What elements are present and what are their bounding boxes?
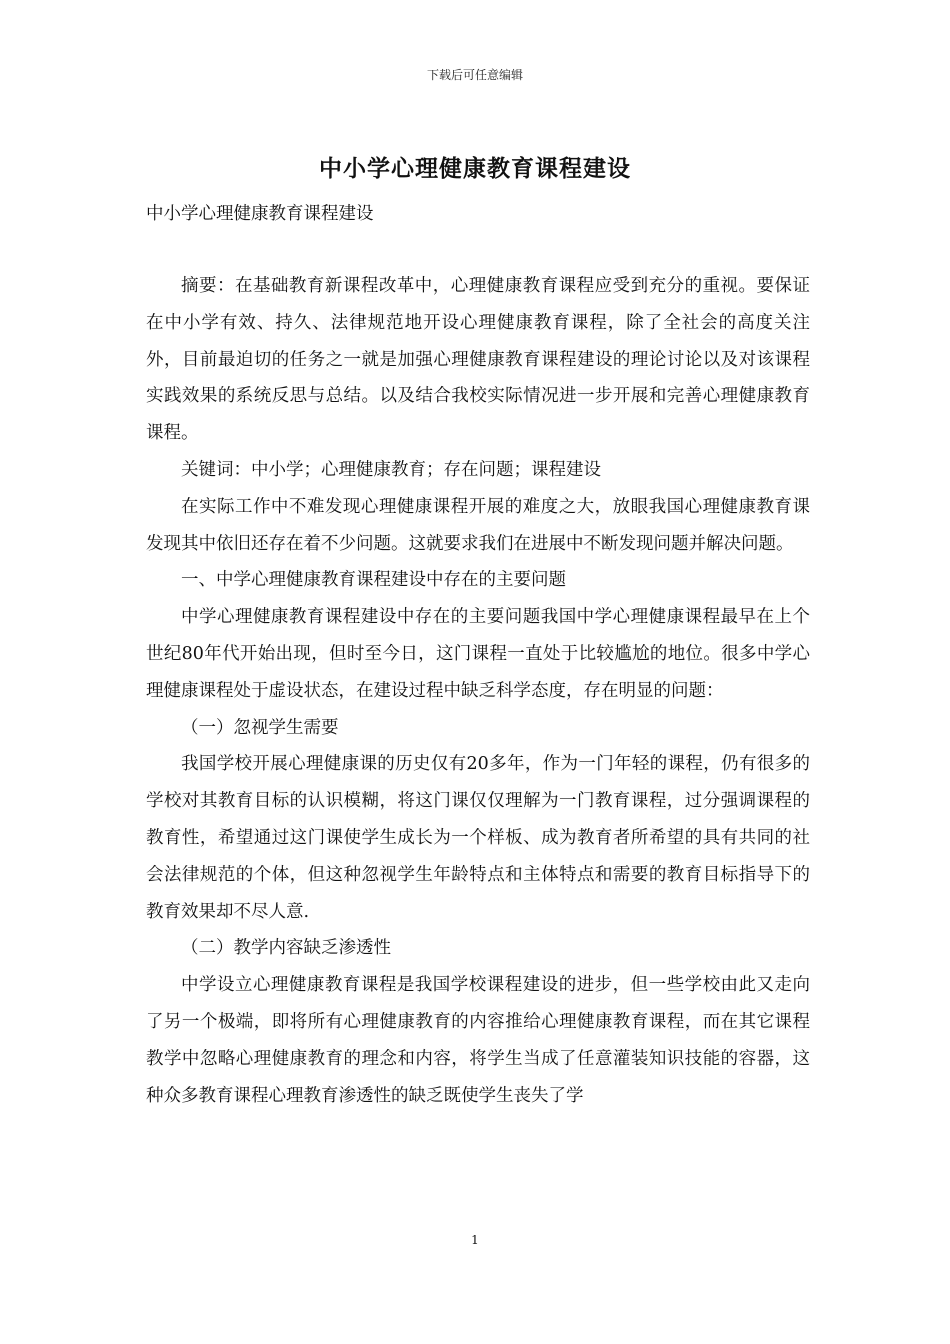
page-number: 1: [471, 1233, 479, 1247]
subsection-heading-2: （二）教学内容缺乏渗透性: [181, 938, 391, 959]
section-heading-1: 一、中学心理健康教育课程建设中存在的主要问题: [181, 570, 566, 591]
intro-paragraph: 在实际工作中不难发现心理健康课程开展的难度之大，放眼我国心理健康教育课发现其中依旧还存在着不少问题。这就要求我们在进展中不断发现问题并解决问题。: [146, 496, 810, 554]
header-note: 下载后可任意编辑: [426, 68, 523, 82]
section-1-paragraph: 中学心理健康教育课程建设中存在的主要问题我国中学心理健康课程最早在上个世纪80年代开始出现，但时至今日，这门课程一直处于比较尴尬的地位。很多中学心理健康课程处于虚设状态，在建设过程中缺乏科学态度，存在明显的问题：: [146, 607, 810, 701]
abstract-paragraph: 摘要：在基础教育新课程改革中，心理健康教育课程应受到充分的重视。要保证在中小学有效、持久、法律规范地开设心理健康教育课程，除了全社会的高度关注外，目前最迫切的任务之一就是加强心理健康教育课程建设的理论讨论以及对该课程实践效果的系统反思与总结。以及结合我校实际情况进一步开展和完善心理健康教育课程。: [146, 276, 810, 444]
document-subtitle: 中小学心理健康教育课程建设: [146, 204, 374, 224]
subsection-2-paragraph: 中学设立心理健康教育课程是我国学校课程建设的进步，但一些学校由此又走向了另一个极端，即将所有心理健康教育的内容推给心理健康教育课程，而在其它课程教学中忽略心理健康教育的理念和内容，将学生当成了任意灌装知识技能的容器，这种众多教育课程心理教育渗透性的缺乏既使学生丧失了学: [146, 975, 810, 1106]
document-title: 中小学心理健康教育课程建设: [319, 155, 631, 182]
subsection-heading-1: （一）忽视学生需要: [181, 717, 339, 738]
subsection-1-paragraph: 我国学校开展心理健康课的历史仅有20多年，作为一门年轻的课程，仍有很多的学校对其教育目标的认识模糊，将这门课仅仅理解为一门教育课程，过分强调课程的教育性，希望通过这门课使学生成长为一个样板、成为教育者所希望的具有共同的社会法律规范的个体，但这种忽视学生年龄特点和主体特点和需要的教育目标指导下的教育效果却不尽人意.: [146, 754, 810, 922]
keywords-paragraph: 关键词：中小学；心理健康教育；存在问题；课程建设: [181, 459, 601, 480]
body-paragraphs: [146, 268, 810, 1114]
